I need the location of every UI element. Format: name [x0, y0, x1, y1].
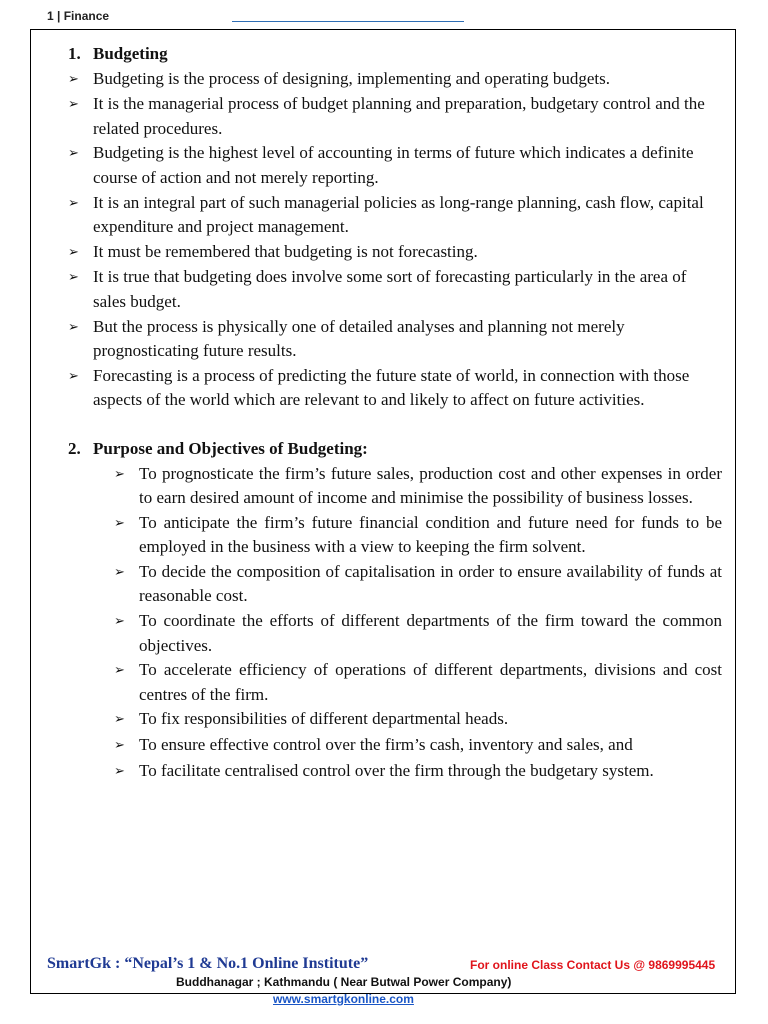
list-item	[114, 462, 722, 511]
section-1-list	[68, 67, 722, 413]
arrow-bullet-icon: ➢	[114, 466, 125, 482]
list-item	[68, 67, 722, 93]
section-gap	[68, 413, 722, 437]
arrow-bullet-icon: ➢	[68, 146, 79, 162]
list-item-text: It is the managerial process of budget planning and preparation, budgetary control and the related procedures.	[93, 94, 705, 138]
header-rule	[232, 21, 464, 22]
footer-brand: SmartGk : “Nepal’s 1 & No.1 Online Institute”	[47, 955, 369, 972]
section-2-list	[68, 462, 722, 785]
list-item	[68, 364, 722, 413]
section-1-heading	[68, 42, 722, 67]
footer-website-link[interactable]: www.smartgkonline.com	[273, 992, 414, 1006]
list-item	[68, 265, 722, 314]
section-2-heading	[68, 437, 722, 462]
list-item-text: It is true that budgeting does involve some sort of forecasting particularly in the area of sales budget.	[93, 267, 687, 311]
list-item-text: To fix responsibilities of different departmental heads.	[139, 709, 509, 729]
list-item	[114, 759, 722, 785]
page-header: 1 | Finance	[47, 9, 110, 23]
list-item-text: To prognosticate the firm’s future sales, production cost and other expenses in order to earn desired amount of income and minimise the possibility of business losses.	[139, 463, 722, 508]
list-item	[68, 315, 722, 364]
list-item-text: To anticipate the firm’s future financial condition and future need for funds to be employed in the business with a view to keeping the firm solvent.	[139, 512, 722, 557]
list-item	[68, 92, 722, 141]
arrow-bullet-icon: ➢	[68, 195, 79, 211]
arrow-bullet-icon: ➢	[114, 738, 125, 754]
list-item-text: But the process is physically one of detailed analyses and planning not merely prognosticating future results.	[93, 316, 625, 361]
list-item-text: Forecasting is a process of predicting the future state of world, in connection with those aspects of the world which are relevant to and likely to affect on future activities.	[93, 365, 690, 410]
arrow-bullet-icon: ➢	[114, 614, 125, 630]
list-item	[68, 191, 722, 240]
section-2-number: 2.	[68, 438, 81, 458]
arrow-bullet-icon: ➢	[114, 712, 125, 728]
arrow-bullet-icon: ➢	[114, 663, 125, 679]
list-item-text: To facilitate centralised control over the firm through the budgetary system.	[139, 760, 654, 780]
list-item-text: It must be remembered that budgeting is not forecasting.	[93, 241, 478, 261]
list-item	[114, 511, 722, 560]
list-item	[114, 560, 722, 609]
arrow-bullet-icon: ➢	[68, 244, 79, 260]
list-item	[68, 141, 722, 190]
document-body	[68, 42, 722, 784]
arrow-bullet-icon: ➢	[114, 763, 125, 779]
list-item-text: To decide the composition of capitalisation in order to ensure availability of funds at reasonable cost.	[139, 561, 722, 606]
list-item-text: It is an integral part of such managerial policies as long-range planning, cash flow, capital expenditure and project management.	[93, 192, 704, 237]
list-item-text: Budgeting is the highest level of accounting in terms of future which indicates a definite course of action and not merely reporting.	[93, 143, 694, 187]
arrow-bullet-icon: ➢	[68, 71, 79, 87]
section-1-title: Budgeting	[93, 44, 168, 63]
list-item-text: To ensure effective control over the firm’s cash, inventory and sales, and	[139, 735, 633, 755]
list-item-text: To accelerate efficiency of operations of different departments, divisions and cost centres of the firm.	[139, 660, 722, 704]
arrow-bullet-icon: ➢	[68, 97, 79, 113]
list-item	[114, 733, 722, 759]
arrow-bullet-icon: ➢	[114, 564, 125, 580]
arrow-bullet-icon: ➢	[114, 515, 125, 531]
list-item	[114, 707, 722, 733]
section-2-title: Purpose and Objectives of Budgeting:	[93, 438, 368, 458]
section-1-number: 1.	[68, 44, 81, 63]
footer-contact: For online Class Contact Us @ 9869995445	[470, 958, 716, 972]
footer-address: Buddhanagar ; Kathmandu ( Near Butwal Power Company)	[176, 975, 512, 989]
list-item-text: Budgeting is the process of designing, implementing and operating budgets.	[93, 68, 610, 88]
arrow-bullet-icon: ➢	[68, 270, 79, 286]
list-item	[68, 240, 722, 266]
list-item	[114, 658, 722, 707]
list-item-text: To coordinate the efforts of different departments of the firm toward the common objectives.	[139, 611, 722, 655]
arrow-bullet-icon: ➢	[68, 368, 79, 384]
list-item	[114, 609, 722, 658]
arrow-bullet-icon: ➢	[68, 319, 79, 335]
